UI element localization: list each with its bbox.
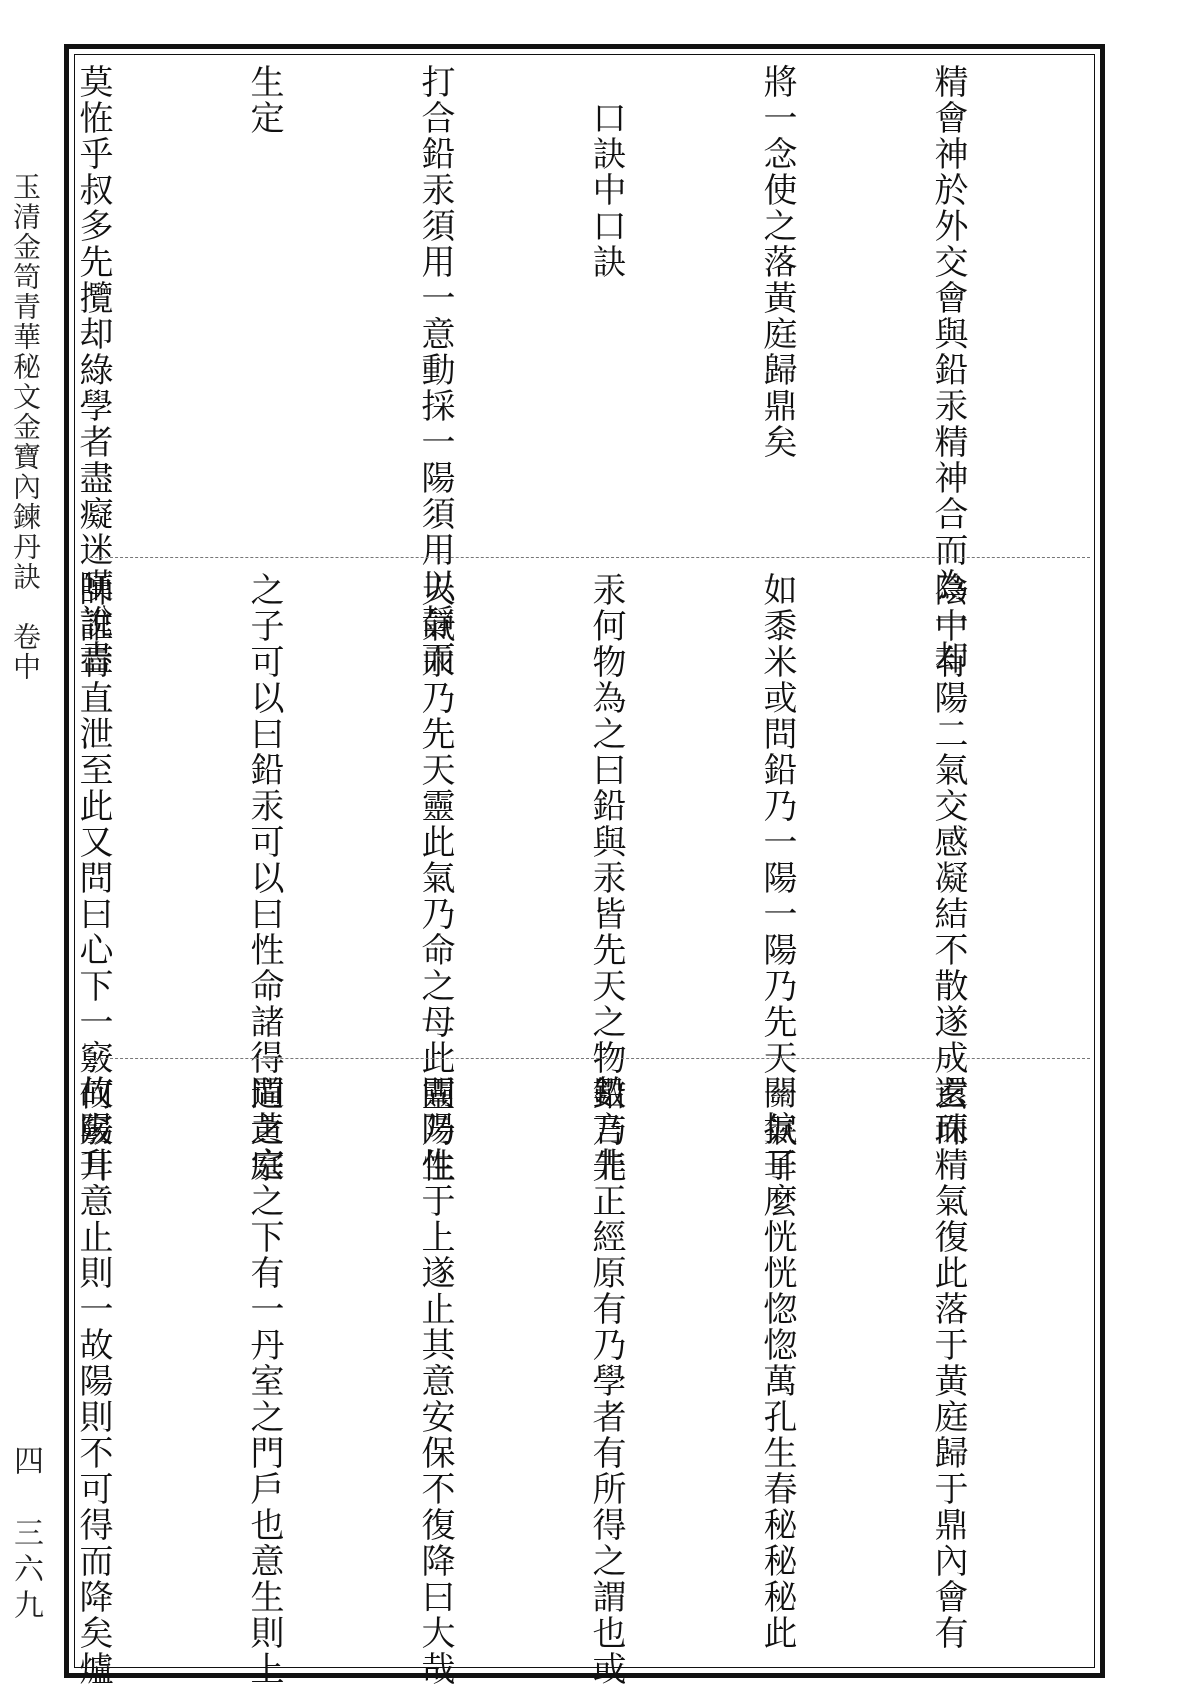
text-column: 打合鉛汞須用一意動採一陽須用以靜而 bbox=[415, 64, 455, 676]
text-register-1 bbox=[73, 64, 1090, 676]
text-column: 將一念使之落黃庭歸鼎矣 bbox=[757, 64, 797, 460]
text-column: 精會神於外交會與鉛汞精神合而為一却 bbox=[928, 64, 968, 676]
text-column: 天氣汞乃先天靈此氣乃命之母此靈乃性 bbox=[415, 572, 455, 1184]
text-register-3 bbox=[73, 1075, 1090, 1687]
margin-folio: 四 三六九 bbox=[8, 1445, 43, 1625]
text-column: 關捩子麼恍恍惚惚萬孔生春秘秘秘此 bbox=[757, 1075, 797, 1651]
text-column: 生定 bbox=[244, 64, 284, 136]
text-column: 莫恠乎叔多先攬却綠學者盡癡迷嘆說盡 bbox=[73, 64, 113, 676]
text-column: 陰中有陽二氣交感凝結不散遂成玄珠 bbox=[928, 572, 968, 1148]
text-column: 還而精氣復此落于黃庭歸于鼎內會有 bbox=[928, 1075, 968, 1651]
register-divider bbox=[90, 1058, 1090, 1059]
text-column: 師誰肯直泄至此又問曰心下一竅何竅耳 bbox=[73, 572, 113, 1184]
margin-title: 玉清金笥青華秘文金寶內鍊丹訣 卷中 bbox=[9, 172, 42, 682]
text-column: 問陽生于上遂止其意安保不復降曰大哉 bbox=[415, 1075, 455, 1687]
text-column: 故陽升意止則一故陽則不可得而降矣爐 bbox=[73, 1075, 113, 1687]
text-column: 如黍米或問鉛乃一陽一陽乃先天一氣耳 bbox=[757, 572, 797, 1184]
register-divider bbox=[90, 557, 1090, 558]
text-column: 之子可以曰鉛汞可以曰性命諸得道之宗 bbox=[244, 572, 284, 1184]
text-column: 問黃庭之下有一丹室之門戶也意生則上 bbox=[244, 1075, 284, 1687]
text-register-2 bbox=[73, 572, 1090, 1184]
text-column: 數言非正經原有乃學者有所得之謂也或 bbox=[586, 1075, 626, 1687]
text-column: 汞何物為之曰鉛與汞皆先天之物鉛乃先 bbox=[586, 572, 626, 1184]
text-column: 口訣中口訣 bbox=[586, 64, 626, 280]
